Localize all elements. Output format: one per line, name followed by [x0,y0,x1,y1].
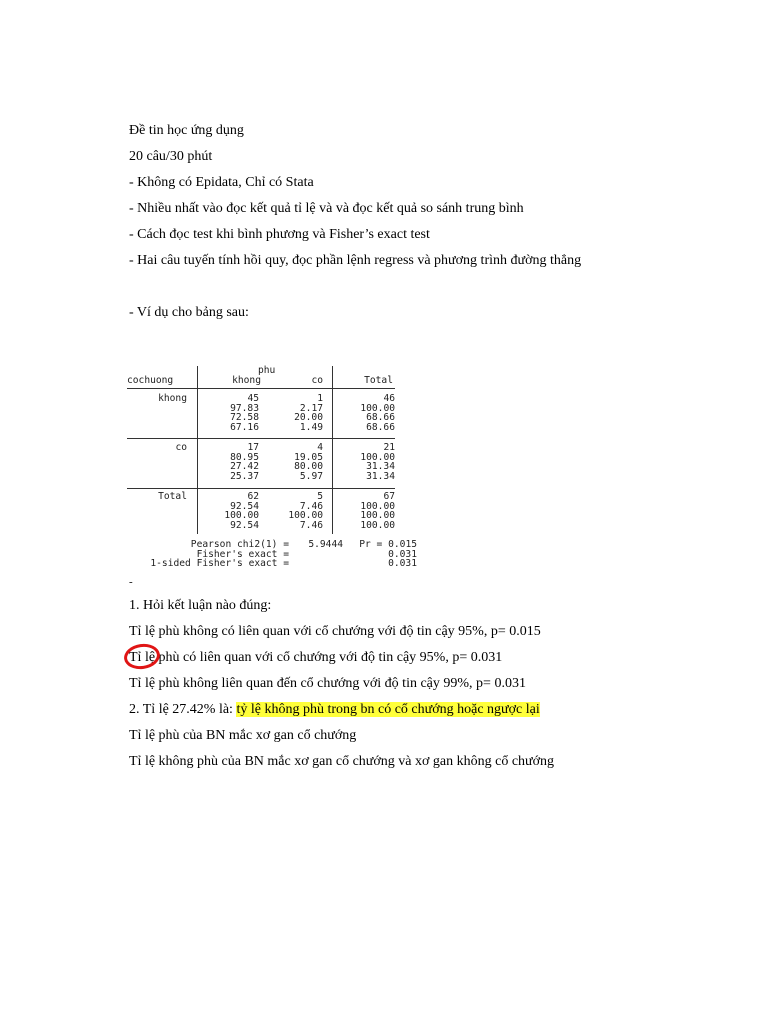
row-label: co [175,442,187,453]
table-cell: 100.00 [360,519,395,531]
table-cell: 31.34 [366,461,395,472]
col-header: co [311,375,323,386]
stat-label: Pearson chi2(1) = [190,539,289,550]
stat-label: 1-sided Fisher's exact = [150,558,289,569]
table-cell: 19.05 [294,451,323,463]
row-label: Total [158,491,187,502]
note-line: - Cách đọc test khi bình phương và Fisher’s exact test [129,227,430,242]
note-line: - Nhiều nhất vào đọc kết quả tỉ lệ và và đọc kết quả so sánh trung bình [129,201,524,216]
col-header: Total [364,375,393,386]
dash-marker: - [129,576,133,588]
table-cell: 72.58 [230,412,259,423]
table-cell: 25.37 [230,470,259,482]
table-cell: 46 [383,393,395,404]
highlighted-answer: tỷ lệ không phù trong bn có cổ chướng hoặc ngược lại [236,702,540,717]
table-cell: 80.00 [294,461,323,472]
table-cell: 100.00 [288,510,323,521]
table-cell: 5.97 [299,470,323,482]
table-cell: 68.66 [366,412,395,423]
total-divider [332,366,333,534]
question-1-title: 1. Hỏi kết luận nào đúng: [129,598,272,613]
header-rule [127,388,395,389]
row-var-label: cochuong [127,375,174,386]
example-label: - Ví dụ cho bảng sau: [129,305,249,320]
col-header: khong [232,375,261,386]
answer-option: Tỉ lệ phù không liên quan đến cổ chướng với độ tin cậy 99%, p= 0.031 [129,676,526,691]
col-var-label: phu [258,365,276,376]
stata-crosstab [125,364,425,574]
answer-circle-mark [122,642,161,672]
table-cell: 62 [247,491,259,502]
question-2-title [129,701,540,718]
answer-option-selected: Tỉ lệ phù có liên quan với cổ chướng với độ tin cậy 95%, p= 0.031 [129,650,503,665]
doc-title: Đề tin học ứng dụng [129,123,244,138]
table-cell: 80.95 [230,451,259,463]
table-cell: 7.46 [299,519,323,531]
table-cell: 100.00 [360,451,395,463]
table-cell: 67.16 [230,421,259,433]
table-cell: 97.83 [230,402,259,414]
table-cell: 5 [317,491,323,502]
table-cell: 100.00 [360,500,395,512]
note-line: - Không có Epidata, Chỉ có Stata [129,175,314,190]
answer-option: Tỉ lệ không phù của BN mắc xơ gan cổ chướng và xơ gan không cổ chướng [129,754,555,769]
group-rule [127,488,395,489]
table-cell: 1 [317,393,323,404]
answer-option: Tỉ lệ phù của BN mắc xơ gan cổ chướng [129,728,357,743]
stat-label: Fisher's exact = [196,548,289,560]
table-cell: 7.46 [299,500,323,512]
table-cell: 100.00 [360,510,395,521]
row-label: khong [158,393,187,404]
table-cell: 4 [317,442,323,453]
exam-format: 20 câu/30 phút [129,149,213,164]
table-cell: 68.66 [366,421,395,433]
table-cell: 17 [247,442,259,453]
table-cell: 31.34 [366,470,395,482]
stat-pr: Pr = 0.015 [359,539,417,550]
note-line: - Hai câu tuyến tính hồi quy, đọc phần lệnh regress và phương trình đường thẳng [129,253,582,268]
question-2-prefix: 2. Tỉ lệ 27.42% là: [129,702,237,717]
table-cell: 2.17 [299,402,323,414]
table-cell: 100.00 [360,402,395,414]
table-cell: 92.54 [230,500,259,512]
stat-pr: 0.031 [388,558,417,569]
table-cell: 92.54 [230,519,259,531]
table-cell: 100.00 [224,510,259,521]
label-divider [197,366,198,534]
table-cell: 20.00 [294,412,323,423]
stat-value: 5.9444 [308,539,343,550]
table-cell: 1.49 [299,421,323,433]
answer-option: Tỉ lệ phù không có liên quan với cổ chướng với độ tin cậy 95%, p= 0.015 [129,624,541,639]
table-cell: 67 [383,491,395,502]
table-cell: 45 [247,393,259,404]
table-cell: 27.42 [230,461,259,472]
table-cell: 21 [383,442,395,453]
stat-pr: 0.031 [388,548,417,560]
group-rule [127,438,395,439]
